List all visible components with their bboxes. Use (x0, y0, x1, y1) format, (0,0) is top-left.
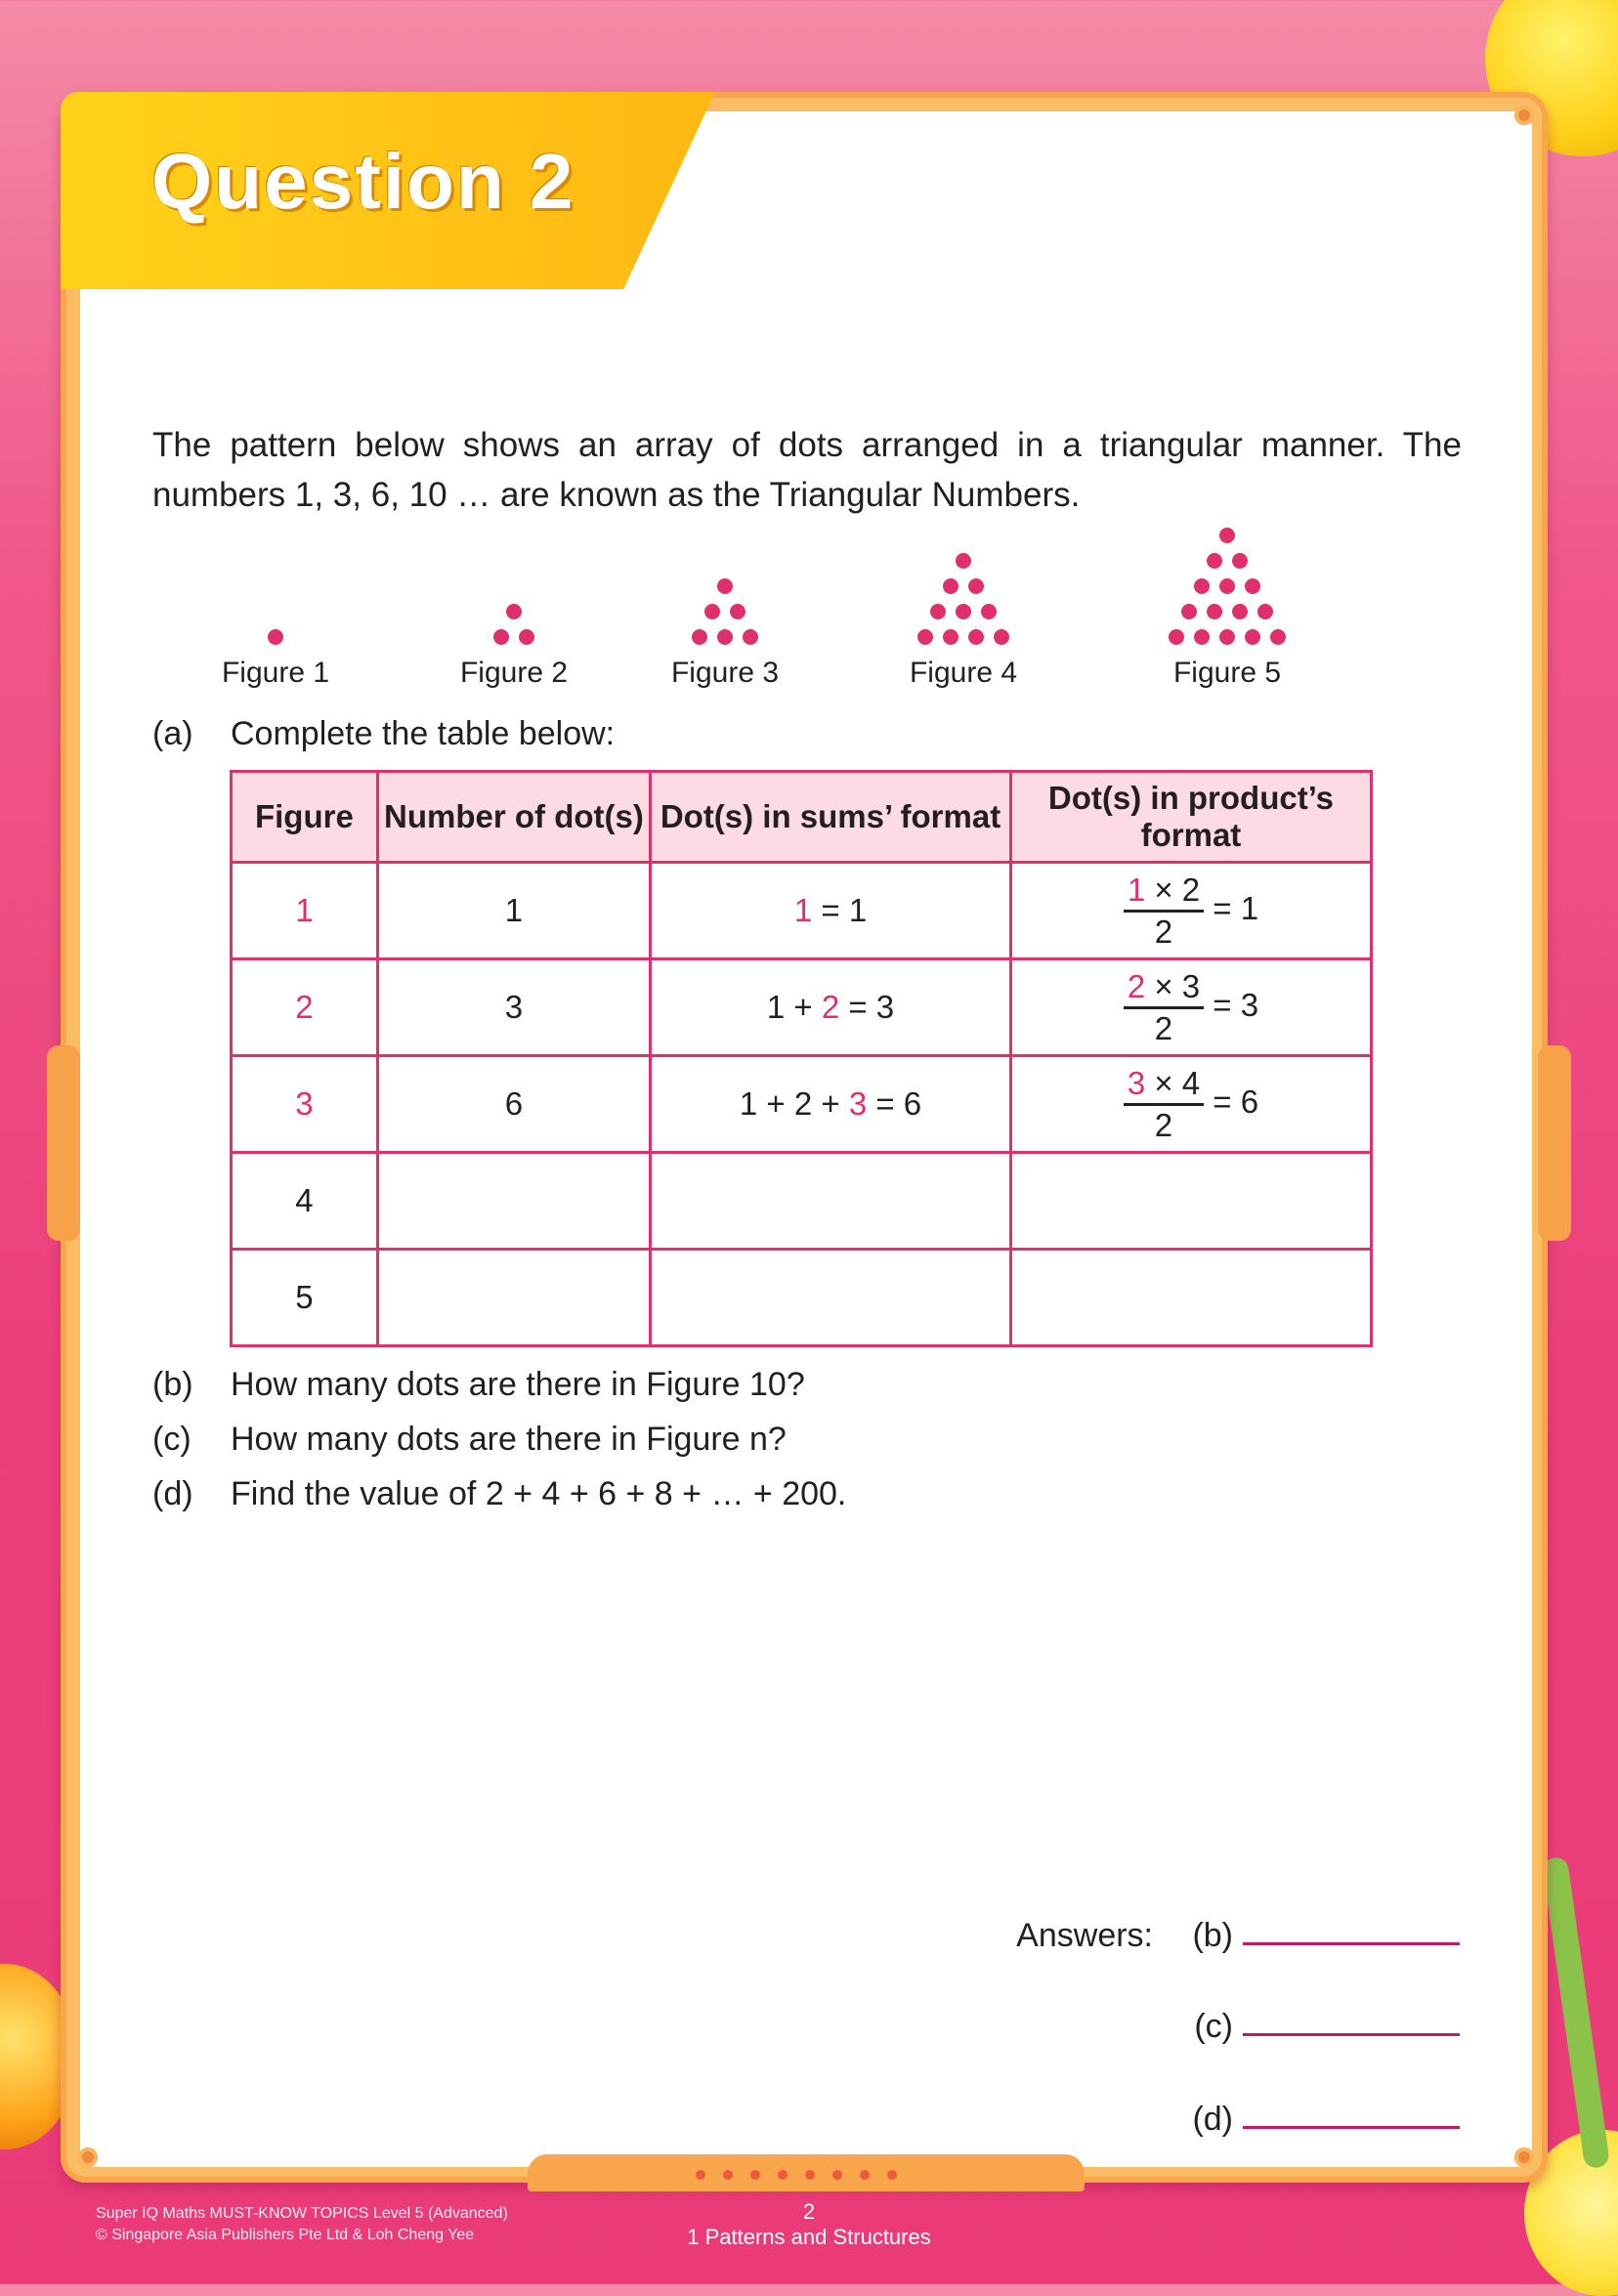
product-fraction: $\frac{1 \times 2}{2}$ (1124, 872, 1204, 950)
pattern-dot (1219, 528, 1235, 543)
question-title: Question 2 (151, 138, 575, 225)
pattern-dot (1207, 604, 1222, 619)
product-cell: $\frac{1 \times 2}{2}$ = 1 (1010, 863, 1371, 959)
part-d-text: Find the value of 2 + 4 + 6 + 8 + … + 200. (231, 1475, 847, 1512)
part-d-label: (d) (152, 1475, 193, 1512)
product-cell: $\frac{3 \times 4}{2}$ = 6 (1010, 1056, 1371, 1153)
answer-c-line[interactable] (1243, 2033, 1460, 2036)
pattern-dot (1232, 553, 1248, 569)
part-a-text: Complete the table below: (231, 715, 616, 752)
sum-cell-blank[interactable] (651, 1153, 1011, 1250)
pattern-dot (704, 604, 720, 619)
pattern-dot (956, 604, 971, 619)
table-row (232, 959, 1372, 1056)
part-a-label: (a) (152, 715, 193, 752)
dots-cell: 3 (377, 959, 650, 1056)
footer-book-title: Super IQ Maths MUST-KNOW TOPICS Level 5 (Advanced) (96, 2205, 508, 2222)
dots-cell: 6 (377, 1056, 650, 1153)
pattern-dot (943, 578, 958, 594)
answer-b-label: (b) (1192, 1917, 1233, 1954)
figure-cell: 3 (232, 1056, 378, 1153)
sum-cell: 1 + 2 + 3 = 6 (651, 1056, 1011, 1153)
frame-screw-bottom-left (78, 2147, 98, 2167)
pattern-dot (1219, 629, 1235, 645)
pattern-dot (1194, 629, 1210, 645)
pattern-dot (994, 629, 1009, 645)
sum-cell: 1 + 2 = 3 (651, 959, 1011, 1056)
pattern-dot (930, 604, 946, 619)
answer-b-line[interactable] (1243, 1942, 1460, 1945)
answer-d-label: (d) (1192, 2101, 1233, 2138)
pattern-dot (1232, 604, 1248, 619)
pattern-dot (1270, 629, 1286, 645)
table-row (232, 1250, 1372, 1346)
pattern-dot (1245, 578, 1260, 594)
dots-cell-blank[interactable] (377, 1250, 650, 1346)
table-header-row (232, 772, 1372, 863)
figure-cell: 1 (232, 863, 378, 959)
intro-paragraph: The pattern below shows an array of dots arranged in a triangular manner. The numbers 1, 3, 6, 10 … are known as the Triangular Numbers. (152, 426, 1462, 514)
pattern-dot (506, 604, 522, 619)
leaf-decoration-bottom-right (1542, 1856, 1610, 2170)
dots-cell: 1 (377, 863, 650, 959)
pattern-dot (519, 629, 534, 645)
pattern-dot (981, 604, 997, 619)
pattern-dot (1194, 578, 1210, 594)
footer-book-info (96, 2203, 508, 2246)
part-c-label: (c) (152, 1421, 192, 1458)
pattern-dot (1219, 578, 1235, 594)
pattern-dot (1245, 629, 1260, 645)
part-b-label: (b) (152, 1366, 193, 1403)
footer-copyright: © Singapore Asia Publishers Pte Ltd & Loh Cheng Yee (96, 2227, 475, 2243)
pattern-dot (968, 629, 984, 645)
frame-screw-top-right (1514, 106, 1534, 125)
sum-cell-blank[interactable] (651, 1250, 1011, 1346)
pattern-dot (743, 629, 758, 645)
sum-cell: 1 = 1 (651, 863, 1011, 959)
table-row (232, 1056, 1372, 1153)
answer-c-label: (c) (1194, 2008, 1233, 2045)
pattern-dot (1169, 629, 1184, 645)
pattern-dot (943, 629, 958, 645)
triangular-numbers-table (230, 770, 1373, 1347)
pattern-dot (692, 629, 707, 645)
part-b-text: How many dots are there in Figure 10? (231, 1366, 805, 1403)
frame-side-tab-left (47, 1045, 80, 1241)
pattern-dot (1257, 604, 1273, 619)
product-fraction: $\frac{2 \times 3}{2}$ (1124, 969, 1204, 1046)
column-header-figure: Figure (232, 772, 378, 863)
frame-bottom-bar (528, 2154, 1085, 2191)
column-header-number-of-dots: Number of dot(s) (377, 772, 650, 863)
pattern-dot (717, 578, 733, 594)
frame-screw-bottom-right (1514, 2147, 1534, 2167)
page-number: 2 (802, 2199, 816, 2224)
chapter-title: 1 Patterns and Structures (687, 2225, 931, 2249)
column-header-product-format: Dot(s) in product’s format (1010, 772, 1371, 863)
pattern-dot (268, 629, 283, 645)
pattern-dot (1207, 553, 1222, 569)
figure-cell: 5 (232, 1250, 378, 1346)
part-c-text: How many dots are there in Figure n? (231, 1421, 787, 1458)
answer-d-line[interactable] (1243, 2126, 1460, 2129)
column-header-sums-format: Dot(s) in sums’ format (651, 772, 1011, 863)
table-row (232, 863, 1372, 959)
pattern-dot (730, 604, 745, 619)
product-cell-blank[interactable] (1010, 1153, 1371, 1250)
figure-cell: 4 (232, 1153, 378, 1250)
product-cell: $\frac{2 \times 3}{2}$ = 3 (1010, 959, 1371, 1056)
answers-title: Answers: (1016, 1917, 1153, 1954)
pattern-dot (493, 629, 509, 645)
frame-side-tab-right (1538, 1045, 1571, 1241)
pattern-dot (968, 578, 984, 594)
pattern-dot (956, 553, 971, 569)
dots-cell-blank[interactable] (377, 1153, 650, 1250)
product-fraction: $\frac{3 \times 4}{2}$ (1124, 1066, 1204, 1143)
pattern-dot (1181, 604, 1197, 619)
table-row (232, 1153, 1372, 1250)
footer-page-info (614, 2199, 1004, 2250)
pattern-dot (917, 629, 933, 645)
product-cell-blank[interactable] (1010, 1250, 1371, 1346)
figure-cell: 2 (232, 959, 378, 1056)
pattern-dot (717, 629, 733, 645)
